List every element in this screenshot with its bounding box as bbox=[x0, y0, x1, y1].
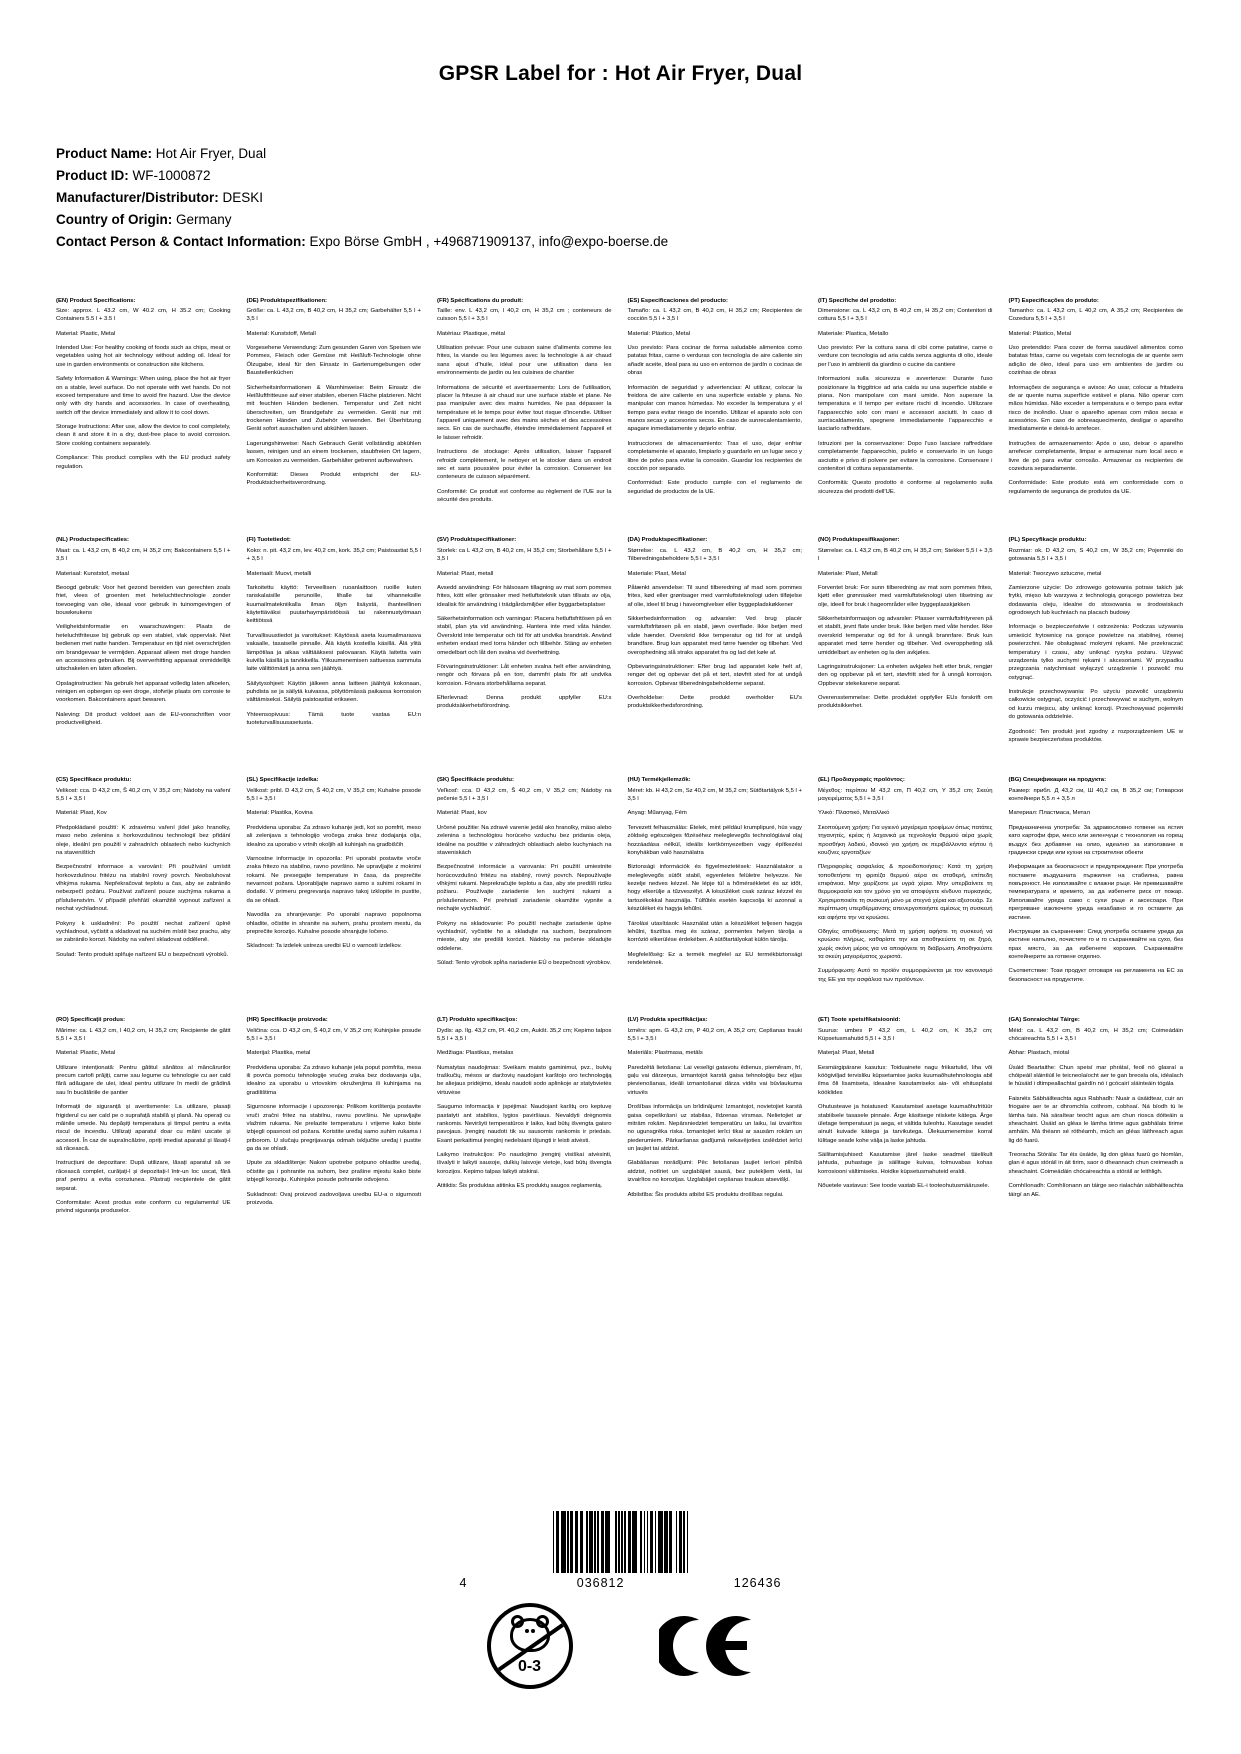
spec-paragraph: Drošības informācija un brīdinājumi: Izmantojot, novietojiet karstā gaisa cepeškrāsni uz stabilas, līdzenas virsmas. Nelietojiet ar mitrām rokām. Nepārsniedziet temperatūru un laiku, lai izvairītos no ugunsgrēka riska. Izmantojiet ierīci tikai ar sausām rokām un piederumiem. Pārkaršanas gadījumā nekavējoties izslēdziet ierīci un ļaujiet tai atdzist. bbox=[627, 1104, 802, 1153]
spec-paragraph: Informacje o bezpieczeństwie i ostrzeżenia: Podczas używania umieścić frytownicę na gorące powietrze na stabilnej, równej powierzchni. Nie obsługiwać mokrymi rękami. Nie przekraczać temperatury i czasu, aby uniknąć ryzyka pożaru. Używać urządzenia tylko suchymi rękami i akcesoriami. W przypadku przegrzania natychmiast wyłączyć urządzenie i pozwolić mu ostygnąć. bbox=[1008, 624, 1183, 681]
spec-cell bbox=[818, 536, 995, 750]
spec-paragraph: Material: Plastika, Kovina bbox=[246, 810, 313, 817]
spec-paragraph: Méid: ca. L 43,2 cm, B 40,2 cm, H 35,2 cm; Coimeádáin chócaireachta 5,5 l + 3,5 l bbox=[1008, 1027, 1183, 1042]
spec-block bbox=[247, 297, 424, 488]
spec-paragraph: Påtænkt anvendelse: Til sund tilberedning af mad som pommes frites, kød eller grøntsager med varmluftsteknologi uden tilføjelse af olie, ideel til brug i haveomgivelser eller byggepladskøkkener bbox=[627, 584, 802, 608]
spec-block bbox=[1009, 1016, 1186, 1199]
spec-block bbox=[56, 297, 233, 471]
meta-row-product-id bbox=[56, 166, 1185, 187]
spec-cell bbox=[437, 1016, 614, 1222]
spec-heading: (GA) Sonraíochtaí Táirge: bbox=[1008, 1017, 1080, 1024]
spec-paragraph: Overholdelse: Dette produkt overholder EU's produktsikkerhedsforordning. bbox=[627, 695, 802, 710]
spec-paragraph: Saugumo informacija ir įspėjimai: Naudojant karštų oro keptuvę pastatyti ant stabilios, lygios paviršiaus. Nevaldyti drėgnomis rankomis. Neviršyti temperatūros ir laiko, kad būtų išvengta gaisro pavojaus. Įrenginį naudoti tik su sausomis rankomis ir priedais. Esant perkaitimui įrenginį nedelsiant išjungti ir leisti atvėsti. bbox=[437, 1104, 612, 1144]
spec-paragraph: Tamaño: ca. L 43,2 cm, B 40,2 cm, H 35,2 cm; Recipientes de cocción 5,5 l + 3,5 l bbox=[627, 307, 802, 323]
spec-cell bbox=[56, 1016, 233, 1222]
spec-paragraph: Instrukcje przechowywania: Po użyciu pozwolić urządzeniu całkowicie ostygnąć, oczyścić i przechowywać w suchym, wolnym od kurzu miejscu, aby uniknąć korozji. Przechowywać pojemniki do gotowania oddzielnie. bbox=[1008, 689, 1183, 721]
spec-paragraph: Méret: kb. H 43,2 cm, Sz 40,2 cm, M 35,2 cm; Sütőtartályok 5,5 l + 3,5 l bbox=[627, 787, 802, 803]
spec-paragraph: Úsáid Beartaithe: Chun speisí mar phrátaí, feoil nó glasraí a chóipeáil sláintiúil le teicneolaíocht aer te gan breosla ola, idéalach le húsáid i dtimpeallachtaí gairdín nó i gcócairí sláinteáin tógála bbox=[1008, 1064, 1183, 1088]
meta-value: Germany bbox=[176, 211, 232, 227]
spec-paragraph: Conformitate: Acest produs este conform cu regulamentul UE privind siguranța produselor. bbox=[56, 1199, 231, 1215]
spec-paragraph: Größe: ca. L 43,2 cm, B 40,2 cm, H 35,2 cm; Garbehälter 5,5 l + 3,5 l bbox=[246, 307, 421, 323]
spec-block bbox=[437, 776, 614, 967]
spec-heading: (PL) Specyfikacje produktu: bbox=[1008, 537, 1087, 544]
spec-paragraph: Opbevaringsinstruktioner: Efter brug lad apparatet køle helt af, rengør det og opbevar det på et tørt, støvfrit sted for at undgå korrosion. Opbevar tilberedningsbeholderne separat. bbox=[627, 663, 802, 687]
spec-paragraph: Compliance: This product complies with the EU product safety regulation. bbox=[56, 455, 231, 470]
spec-paragraph: Uso pretendido: Para cozer de forma saudável alimentos como batatas fritas, carne ou vegetais com tecnologia de ar quente sem adição de óleo, ideal para uso em ambientes de jardim ou cozinhas de obras bbox=[1008, 345, 1183, 377]
age-restriction-label: 0-3 bbox=[517, 1658, 542, 1675]
spec-heading: (CS) Specifikace produktu: bbox=[56, 777, 132, 784]
spec-heading: (EL) Προδιαγραφές προϊόντος: bbox=[818, 777, 905, 784]
spec-paragraph: Uso previsto: Per la cottura sana di cibi come patatine, carne o verdure con tecnologia ad aria calda senza aggiunta di olio, ideale per l'uso in ambienti da giardino o cucine da cantiere bbox=[818, 345, 993, 368]
spec-paragraph: Οδηγίες αποθήκευσης: Μετά τη χρήση αφήστε τη συσκευή να κρυώσει πλήρως, καθαρίστε την και αποθηκεύστε τη σε ξηρό, χωρίς σκόνη μέρος για να αποφύγετε τη διάβρωση. Αποθηκεύστε τα σκεύη μαγειρέματος χωριστά. bbox=[818, 928, 993, 961]
spec-paragraph: Sukladnost: Ovaj proizvod zadovoljava uredbu EU-a o sigurnosti proizvoda. bbox=[246, 1191, 421, 1206]
spec-paragraph: Anyag: Műanyag, Fém bbox=[627, 810, 687, 817]
spec-heading: (ET) Toote spetsifikatsioonid: bbox=[818, 1017, 901, 1024]
meta-label: Manufacturer/Distributor: bbox=[56, 189, 219, 205]
spec-paragraph: Materiale: Plast, Metal bbox=[627, 570, 686, 577]
spec-heading: (LV) Produkta specifikācijas: bbox=[627, 1017, 708, 1024]
spec-cell bbox=[628, 1016, 805, 1222]
spec-heading: (SK) Špecifikácie produktu: bbox=[437, 777, 514, 784]
page-title: GPSR Label for : Hot Air Fryer, Dual bbox=[438, 62, 803, 85]
spec-paragraph: Предназначена употреба: За здравословно готвене на ястия като картофи фри, месо или зеленчуци с технология на горещ въздух без добавяне на олио, идеално за използване в градински среди или кухни на строителни обекти bbox=[1008, 824, 1183, 856]
spec-paragraph: Numatytas naudojimas: Sveikam maisto gaminimui, pvz., bulvių traškučių, mėsos ar daržovių naudojant karštojo oro technologiją be aliejaus pridėjimo, idealu naudoti sodo aplinkoje ar statybvietės virtuvėse bbox=[437, 1064, 612, 1096]
spec-paragraph: Tárolási utasítások: Használat után a készüléket teljesen hagyja lehűlni, tisztítsa meg és száraz, pormentes helyen tárolja a korrózió elkerülése érdekében. A sütőtartályokat külön tárolja. bbox=[627, 920, 802, 944]
language-spec-grid bbox=[56, 297, 1185, 1222]
spec-block bbox=[56, 1016, 233, 1216]
spec-paragraph: Matériau: Plastique, métal bbox=[437, 330, 506, 337]
meta-value: DESKI bbox=[222, 189, 264, 205]
spec-paragraph: Υλικό: Πλαστικό, Μεταλλικό bbox=[818, 810, 890, 817]
spec-block bbox=[437, 297, 614, 505]
spec-heading: (SL) Specifikacije izdelka: bbox=[246, 777, 319, 784]
spec-paragraph: Tervezett felhasználás: Ételek, mint például krumplipuré, hús vagy zöldség egészséges főzéséhez meleglevegős technológiával olaj hozzáadása nélkül, ideális kertkörnyezetben vagy építkezési konyhákban való használatra bbox=[627, 824, 802, 856]
spec-paragraph: Biztonsági információk és figyelmeztetések: Használatakor a meleglevegős sütőt stabil, egyenletes felületre helyezze. Ne kezelje nedves kézzel. Ne lépje túl a hőmérsékletet és az időt, hogy elkerülje a tűzveszélyt. A készüléket csak száraz kézzel és tartozékokkal használja. Túlfűtés esetén kapcsolja ki azonnal a készüléket és hagyja lehűlni. bbox=[627, 864, 802, 913]
meta-label: Country of Origin: bbox=[56, 211, 173, 227]
spec-paragraph: Materiál: Plast, kov bbox=[437, 810, 487, 817]
spec-cell bbox=[818, 297, 995, 511]
compliance-marks bbox=[441, 1603, 801, 1689]
spec-cell bbox=[56, 536, 233, 750]
spec-paragraph: Treoracha Stórála: Tar éis úsáide, lig don gléas fuarú go hiomlán, glan é agus stóráil in áit tirim, saor ó dheannach chun creimeadh a sheachaint. Coimeádáin chócaireachta a stóráil ar leithligh. bbox=[1008, 1152, 1183, 1175]
spec-cell bbox=[1009, 297, 1186, 511]
spec-paragraph: Turvallisuustiedot ja varoitukset: Käytössä aseta kuumailmarasva vakaalle, tasaiselle pinnalle. Älä käytä kosteilla käsillä. Älä ylitä lämpötilaa ja aikaa välttääksesi palovaaran. Käytä laitetta vain kuivilla käsillä ja tarvikkeilla. Ylikuumenemisen sattuessa sammuta laite välittömästi ja anna sen jäähtyä. bbox=[246, 632, 421, 673]
spec-paragraph: Materiale: Plast, Metall bbox=[818, 570, 878, 577]
not-for-children-under-3-icon bbox=[487, 1603, 573, 1689]
spec-paragraph: Size: approx. L 43.2 cm, W 40.2 cm, H 35.2 cm; Cooking Containers 5.5 l + 3.5 l bbox=[56, 307, 231, 323]
spec-cell bbox=[1009, 776, 1186, 990]
meta-row-manufacturer bbox=[56, 188, 1185, 209]
barcode-group-2: 126436 bbox=[733, 1576, 782, 1590]
spec-paragraph: Předpokládané použití: K zdravému vaření jídel jako hranolky, maso nebo zelenina s horkovzdušnou technologií bez přidání oleje, ideální pro použití v zahradních oblastech nebo kuchyních na staveništích bbox=[56, 824, 231, 856]
spec-paragraph: Zamierzone użycie: Do zdrowego gotowania potraw takich jak frytki, mięso lub warzywa z technologią gorącego powietrza bez dodawania oleju, idealne do stosowania w środowiskach ogrodowych lub kuchniach na placach budowy bbox=[1008, 584, 1183, 617]
spec-paragraph: Istruzioni per la conservazione: Dopo l'uso lasciare raffreddare completamente l'apparecchio, pulirlo e conservarlo in un luogo asciutto e privo di polvere per evitare la corrosione. Conservare i contenitori di cottura separatamente. bbox=[818, 440, 993, 472]
spec-paragraph: Συμμόρφωση: Αυτό το προϊόν συμμορφώνεται με τον κανονισμό της ΕΕ για την ασφάλεια των προϊόντων. bbox=[818, 968, 993, 983]
spec-paragraph: Suurus: umbes P 43,2 cm, L 40,2 cm, K 35,2 cm; Küpsetusmahutid 5,5 l + 3,5 l bbox=[818, 1027, 993, 1042]
spec-block bbox=[56, 536, 233, 727]
spec-paragraph: Ohutusteave ja hoiatused: Kasutamisel asetage kuumaõhufritüür stabiilsele tasasele pinnale. Ärge käsitsege niiskete kätega. Ärge ületage temperatuuri ja aega, et vältida tuleohtu. Kasutage seadet ainult kuivade kätega ja tarvikutega. Ülekuumenemise korral lülitage seade kohe välja ja laske jahtuda. bbox=[818, 1104, 993, 1144]
spec-paragraph: Säilitamisjuhised: Kasutamise järel laske seadmel täielikult jahtuda, puhastage ja säilitage kuivas, tolmuvabas kohas korrosiooni vältimiseks. Hoidke küpsetusmahuteid eraldi. bbox=[818, 1152, 993, 1175]
spec-paragraph: Velikost: pribl. D 43,2 cm, Š 40,2 cm, V 35,2 cm; Kuhalne posode 5,5 l + 3,5 l bbox=[246, 787, 421, 803]
spec-paragraph: Nõuetele vastavus: See toode vastab EL-i tooteohutusmäärusele. bbox=[818, 1183, 990, 1190]
spec-cell bbox=[628, 297, 805, 511]
spec-heading: (NO) Produktspesifikasjoner: bbox=[818, 537, 900, 544]
spec-paragraph: Uso previsto: Para cocinar de forma saludable alimentos como patatas fritas, carne o verduras con tecnología de aire caliente sin añadir aceite, ideal para su uso en entornos de jardín o cocinas de obras bbox=[627, 345, 802, 377]
spec-paragraph: Conformidad: Este producto cumple con el reglamento de seguridad de productos de la UE. bbox=[627, 480, 802, 495]
spec-cell bbox=[628, 776, 805, 990]
spec-block bbox=[628, 1016, 805, 1199]
spec-paragraph: Skladnost: Ta izdelek ustreza uredbi EU o varnosti izdelkov. bbox=[246, 943, 402, 950]
spec-cell bbox=[1009, 1016, 1186, 1222]
spec-heading: (FI) Tuotetiedot: bbox=[246, 537, 291, 544]
spec-paragraph: Safety Information & Warnings: When using, place the hot air fryer on a stable, level surface. Do not operate with wet hands. Do not exceed temperature and time to avoid fire hazard. Use the device only with dry hands and accessories. In case of overheating, switch off the device immediately and allow it to cool down. bbox=[56, 376, 231, 416]
spec-heading: (HR) Specifikacije proizvoda: bbox=[246, 1017, 328, 1024]
spec-paragraph: Faisnéis Sábháilteachta agus Rabhadh: Nuair a úsáidtear, cuir an friogaire aer te ar dhromchla cothrom, cobhsaí. Ná bíodh tú le lámha tais. Ná sáraítear teocht agus am chun riosca dóiteáin a sheachaint. Úsáid an gléas le lámha tirime agus gabhálais tirime amháin. Má théann sé róthéamh, múch an gléas láithreach agus lig dó fuarú. bbox=[1008, 1095, 1183, 1144]
spec-paragraph: Megfelelőség: Ez a termék megfelel az EU termékbiztonsági rendeletének. bbox=[627, 951, 802, 967]
barcode-bars bbox=[456, 1511, 786, 1573]
spec-heading: (BG) Спецификации на продукта: bbox=[1008, 777, 1107, 784]
spec-paragraph: Materijal: Plastika, metal bbox=[246, 1050, 311, 1057]
ce-mark-icon bbox=[659, 1615, 755, 1677]
spec-paragraph: Størrelse: ca. L 43,2 cm, B 40,2 cm, H 35,2 cm; Stekker 5,5 l + 3,5 l bbox=[818, 547, 993, 563]
spec-heading: (FR) Spécifications du produit: bbox=[437, 297, 524, 304]
spec-paragraph: Velikost: cca. D 43,2 cm, Š 40,2 cm, V 35,2 cm; Nádoby na vaření 5,5 l + 3,5 l bbox=[56, 787, 231, 803]
spec-paragraph: Tarkoitettu käyttö: Terveellisen ruoanlaittoon ruoille kuten ranskalaisille perunoille, lihalle tai vihanneksille kuumailmatekniikalla ilman öljyn lisäystä, ihanteellinen käytettäväksi puutarhaympäristöissä tai rakennustyömaan keittiöissä bbox=[246, 584, 421, 625]
spec-heading: (RO) Specificații produs: bbox=[56, 1017, 126, 1024]
spec-paragraph: Материал: Пластмаса, Метал bbox=[1008, 810, 1090, 817]
spec-paragraph: Sigurnosne informacije i upozorenja: Prilikom korištenja postavite vruči zračni fritez na stabilnu, ravnu površinu. Ne upravljajte vlažnim rukama. Ne prelazite temperaturu i vrijeme kako biste izbjegli opasnost od požara. Koristite uređaj samo suhim rukama i priborom. U slučaju pregrijavanja odmah isključite uređaj i pustite ga da se ohladi. bbox=[246, 1104, 421, 1153]
spec-paragraph: Rozmiar: ok. D 43,2 cm, S 40,2 cm, W 35,2 cm; Pojemniki do gotowania 5,5 l + 3,5 l bbox=[1008, 547, 1183, 563]
spec-block bbox=[1009, 536, 1186, 744]
spec-cell bbox=[247, 1016, 424, 1222]
spec-paragraph: Comhlíonadh: Comhlíonann an táirge seo rialachán sábháilteachta táirgí an AE. bbox=[1008, 1183, 1183, 1198]
spec-cell bbox=[437, 536, 614, 750]
spec-paragraph: Materiał: Tworzywo sztuczne, metal bbox=[1008, 570, 1102, 577]
spec-paragraph: Materiale: Plastica, Metallo bbox=[818, 330, 889, 337]
spec-paragraph: Storlek: ca L 43,2 cm, B 40,2 cm, H 35,2 cm; Storbehållare 5,5 l + 3,5 l bbox=[437, 547, 612, 563]
spec-paragraph: Paredzētā lietošana: Lai veselīgi gatavotu ēdienus, piemēram, frī, gaļu vai dārzeņus, izmantojot karstā gaisa tehnoloģiju bez eļļas pievienošanas, ideāli izmantošanai dārza vidēs vai būvlaukuma virtuvēs bbox=[627, 1064, 802, 1096]
spec-paragraph: Lagerungshinweise: Nach Gebrauch Gerät vollständig abkühlen lassen, reinigen und an einem trockenen, staubfreien Ort lagern, um Korrosion zu vermeiden. Garbehälter getrennt aufbewahren. bbox=[246, 440, 421, 464]
spec-cell bbox=[818, 1016, 995, 1222]
spec-paragraph: Materiaal: Kunststof, metaal bbox=[56, 570, 130, 577]
spec-paragraph: Bezpečnostné informácie a varovania: Pri použití umiestnite horúcovzdušnú fritézu na stabilný, rovný povrch. Nepoužívajte vlhkými rukami. Neprekračujte teplotu a čas, aby ste predišli riziku požiaru. Používajte zariadenie len suchými rukami a príslušenstvom. Pri prehriatí zariadenie okamžite vypnite a nechajte vychladnúť. bbox=[437, 864, 612, 913]
spec-paragraph: Glabāšanas norādījumi: Pēc lietošanas ļaujiet ierīcei pilnībā atdzist, notīriet un uzglabājiet sausā, bez putekļiem vietā, lai izvairītos no korozijas. Uzglabājiet cepšanas traukus atsevišķi. bbox=[627, 1160, 802, 1184]
meta-label: Product ID: bbox=[56, 167, 129, 183]
spec-block bbox=[818, 776, 995, 984]
spec-paragraph: Instrucțiuni de depozitare: După utilizare, lăsați aparatul să se răcească complet, curățați-l și depozitați-l într-un loc uscat, fără praf pentru a evita coroziunea. Păstrați recipientele de gătit separat. bbox=[56, 1160, 231, 1192]
spec-cell bbox=[247, 536, 424, 750]
meta-row-contact bbox=[56, 232, 1185, 253]
spec-block bbox=[818, 1016, 995, 1190]
spec-paragraph: Vorgesehene Verwendung: Zum gesunden Garen von Speisen wie Pommes, Fleisch oder Gemüse mit Heißluft-Technologie ohne Ölzugabe, ideal für den Einsatz in Gartenumgebungen oder Baustellenküchen bbox=[246, 345, 421, 377]
spec-cell bbox=[437, 297, 614, 511]
spec-block bbox=[247, 536, 424, 727]
spec-block bbox=[56, 776, 233, 959]
spec-paragraph: Material: Kunststoff, Metall bbox=[246, 330, 316, 337]
meta-label: Product Name: bbox=[56, 146, 153, 161]
spec-paragraph: Pokyny k uskladnění: Po použití nechat zařízení úplně vychladnout, vyčistit a skladovat na suchém místě bez prachu, aby se zabránilo korozi. Nádoby na vaření skladovat odděleně. bbox=[56, 920, 231, 944]
spec-paragraph: Pokyny na skladovanie: Po použití nechajte zariadenie úplne vychladnúť, vyčistite ho a skladujte na suchom, bezprašnom mieste, aby ste predišli korózii. Nádoby na pečenie skladujte oddelene. bbox=[437, 920, 612, 952]
spec-block bbox=[628, 536, 805, 710]
spec-paragraph: Soulad: Tento produkt splňuje nařízení EU o bezpečnosti výrobků. bbox=[56, 951, 229, 958]
spec-paragraph: Predvidena uporaba: Za zdravo kuhanje jedi, kot so pomfrit, meso ali zelenjava s tehnologijo vročega zraka brez dodajanja olja, idealno za uporabo v vrtnih okoljih ali kuhinjah na gradbiščih bbox=[246, 824, 421, 848]
spec-block bbox=[818, 536, 995, 710]
spec-paragraph: Súlad: Tento výrobok spĺňa nariadenie EÚ o bezpečnosti výrobkov. bbox=[437, 960, 611, 967]
spec-paragraph: Veličina: cca. D 43,2 cm, Š 40,2 cm, V 35,2 cm; Kuhinjske posude 5,5 l + 3,5 l bbox=[246, 1027, 421, 1042]
spec-paragraph: Ábhar: Plastach, miotal bbox=[1008, 1050, 1070, 1057]
spec-heading: (SV) Produktspecifikationer: bbox=[437, 537, 517, 544]
spec-paragraph: Materiál: Plast, Kov bbox=[56, 810, 107, 817]
barcode-group-1: 036812 bbox=[576, 1576, 625, 1590]
spec-block bbox=[628, 297, 805, 497]
spec-paragraph: Σκοπούμενη χρήση: Για υγιεινό μαγείρεμα τροφίμων όπως πατάτες τηγανητές, κρέας ή λαχανικά με τεχνολογία θερμού αέρα χωρίς προσθήκη λαδιού, ιδανικό για χρήση σε περιβάλλοντα κήπου ή κουζίνες εργοταξίων bbox=[818, 824, 993, 856]
spec-block bbox=[437, 1016, 614, 1190]
spec-heading: (NL) Productspecificaties: bbox=[56, 537, 129, 544]
spec-paragraph: Tamanho: ca. L 43,2 cm, L 40,2 cm, A 35,2 cm; Recipientes de Cozedura 5,5 l + 3,5 l bbox=[1008, 307, 1183, 323]
spec-paragraph: Dydis: ap. Ilg. 43,2 cm, Pl. 40,2 cm, Aukšt. 35,2 cm; Kepimo talpos 5,5 l + 3,5 l bbox=[437, 1027, 612, 1042]
spec-paragraph: Förvaringsinstruktioner: Låt enheten svalna helt efter användning, rengör och förvara på en torr, dammfri plats för att undvika korrosion. Förvara storbehållarna separat. bbox=[437, 663, 612, 687]
barcode-digits bbox=[456, 1576, 786, 1590]
spec-paragraph: Taille: env. L 43,2 cm, l 40,2 cm, H 35,2 cm ; conteneurs de cuisson 5,5 l + 3,5 l bbox=[437, 307, 612, 323]
spec-paragraph: Съответствие: Този продукт отговаря на регламента на ЕС за безопасност на продуктите. bbox=[1008, 968, 1183, 983]
spec-cell bbox=[1009, 536, 1186, 750]
spec-paragraph: Beoogd gebruik: Voor het gezond bereiden van gerechten zoals friet, vlees of groenten met heteluchttechnologie zonder toevoeging van olie, ideaal voor gebruik in tuinomgevingen of bouwkeukens bbox=[56, 584, 231, 617]
meta-value: WF-1000872 bbox=[132, 167, 211, 183]
spec-paragraph: Maat: ca. L 43,2 cm, B 40,2 cm, H 35,2 cm; Bakcontainers 5,5 l + 3,5 l bbox=[56, 547, 231, 563]
spec-paragraph: Intended Use: For healthy cooking of foods such as chips, meat or vegetables using hot air technology without adding oil. Ideal for use in garden environments or construction site kitchens. bbox=[56, 345, 231, 368]
meta-row-country bbox=[56, 210, 1185, 231]
spec-heading: (DA) Produktspecifikationer: bbox=[627, 537, 708, 544]
spec-heading: (ES) Especificaciones del producto: bbox=[627, 297, 728, 304]
spec-heading: (EN) Product Specifications: bbox=[56, 297, 136, 304]
spec-cell bbox=[247, 776, 424, 990]
spec-paragraph: Lagringsinstruksjoner: La enheten avkjøles helt etter bruk, rengjør den og oppbevar på et tørt, støvfritt sted for å unngå korrosjon. Oppbevar stekekarene separat. bbox=[818, 663, 993, 687]
spec-paragraph: Material: Plástico, Metal bbox=[1008, 330, 1072, 337]
spec-paragraph: Predviđena uporaba: Za zdravo kuhanje jela poput pomfrita, mesa ili povrća pomoću tehnologije vrućeg zraka bez dodavanja ulja, idealno za uporabu u vrtovskim okruženjima ili kuhinjama na gradilištima bbox=[246, 1064, 421, 1096]
spec-paragraph: Opslaginstructies: Na gebruik het apparaat volledig laten afkoelen, reinigen en opbergen op een droge, stofvrije plaats om corrosie te voorkomen. Bakcontainers apart bewaren. bbox=[56, 680, 231, 704]
spec-paragraph: Utilizare intenționată: Pentru gătitul sănătos al mâncărurilor precum cartofi prăjiți, carne sau legume cu tehnologie cu aer cald fără adăugare de ulei, ideal pentru utilizare în medii de grădină sau în bucătăriile de șantier bbox=[56, 1064, 231, 1096]
spec-paragraph: Efterlevnad: Denna produkt uppfyller EU:s produktsäkerhetsförordning. bbox=[437, 695, 612, 710]
spec-paragraph: Инструкции за съхранение: След употреба оставете уреда да изстине напълно, почистете го и го съхранявайте на сухо, без прах място, за да избегнете корозия. Съхранявайте контейнерите за готвене отделно. bbox=[1008, 928, 1183, 961]
spec-paragraph: Säkerhetsinformation och varningar: Placera hetluftsfritösen på en stabil, plan yta vid användning. Hantera inte med våta händer. Överskrid inte temperatur och tid för att undvika brandrisk. Använd enheten endast med torra händer och tillbehör. Stäng av enheten omedelbart och låt den svalna vid överhettning. bbox=[437, 616, 612, 656]
spec-cell bbox=[628, 536, 805, 750]
spec-paragraph: Utilisation prévue: Pour une cuisson saine d'aliments comme les frites, la viande ou les légumes avec la technologie à air chaud sans ajout d'huile, idéal pour une utilisation dans les environnements de jardin ou les cuisines de chantier bbox=[437, 345, 612, 377]
spec-paragraph: Yhteensopivuus: Tämä tuote vastaa EU:n tuoteturvallisuusasetusta. bbox=[246, 711, 421, 727]
spec-paragraph: Avsedd användning: För hälsosam tillagning av mat som pommes frites, kött eller grönsaker med hetluftsteknik utan tillsats av olja, idealisk för användning i trädgårdsmiljöer eller byggarbetsplatser bbox=[437, 584, 612, 608]
spec-paragraph: Informações de segurança e avisos: Ao usar, colocar a fritadeira de ar quente numa superfície estável e plana. Não operar com mãos húmidas. Não exceder a temperatura e o tempo para evitar risco de incêndio. Usar o aparelho apenas com mãos secas e acessórios. Em caso de sobreaquecimento, desligar o aparelho imediatamente e deixá-lo arrefecer. bbox=[1008, 384, 1183, 433]
spec-paragraph: Material: Plastic, Metal bbox=[56, 330, 116, 337]
spec-paragraph: Instrucciones de almacenamiento: Tras el uso, dejar enfriar completamente el aparato, limpiarlo y guardarlo en un lugar seco y libre de polvo para evitar la corrosión. Guardar los recipientes de cocción por separado. bbox=[627, 440, 802, 472]
spec-block bbox=[628, 776, 805, 967]
spec-paragraph: Instruções de armazenamento: Após o uso, deixar o aparelho arrefecer completamente, limpar e armazenar num local seco e livre de pó para evitar corrosão. Armazenar os recipientes de cozedura separadamente. bbox=[1008, 440, 1183, 472]
spec-cell bbox=[247, 297, 424, 511]
spec-paragraph: Eesmärgipärane kasutus: Toiduainete nagu friikartulid, liha või köögiviljad tervisliku küpsetamise jaoks kuumaõhutehnoloogia abil ilma õli lisamiseta, ideaalne kasutamiseks aia- või ehitusplatsi kööklides bbox=[818, 1064, 993, 1096]
spec-paragraph: Veiligheidsinformatie en waarschuwingen: Plaats de heteluchtfriteuse bij gebruik op een stabiel, vlak oppervlak. Niet bedienen met natte handen. Temperatuur en tijd niet overschrijden om brandgevaar te vermijden. Apparaat alleen met droge handen en accessoires gebruiken. Bij oververhitting apparaat onmiddellijk uitschakelen en laten afkoelen. bbox=[56, 624, 231, 673]
spec-paragraph: Säilytysohjeet: Käytön jälkeen anna laitteen jäähtyä kokonaan, puhdista se ja säilytä kuivassa, pölyttömässä paikassa korroosion välttämiseksi. Säilytä paistoastiat erikseen. bbox=[246, 680, 421, 704]
spec-paragraph: Dimensione: ca. L 43,2 cm, B 40,2 cm, H 35,2 cm; Contenitori di cottura 5,5 l + 3,5 l bbox=[818, 307, 993, 323]
spec-heading: (LT) Produkto specifikacijos: bbox=[437, 1017, 518, 1024]
spec-paragraph: Veľkosť: cca. D 43,2 cm, Š 40,2 cm, V 35,2 cm; Nádoby na pečenie 5,5 l + 3,5 l bbox=[437, 787, 612, 803]
spec-paragraph: Upute za skladištenje: Nakon upotrebe potpuno ohladite uređaj, očistite ga i pohranite na suhom, bez prašine mjestu kako biste izbjegli koroziju. Kuhinjske posude pohranite odvojeno. bbox=[246, 1160, 421, 1184]
spec-paragraph: Overensstemmelse: Dette produktet oppfyller EUs forskrift om produktsikkerhet. bbox=[818, 695, 993, 710]
spec-paragraph: Информация за безопасност и предупреждения: При употреба поставете въздушната пържилня на стабилна, равна повърхност. Не използвайте с влажни ръце. Не превишавайте температурата и времето, за да избегнете риск от пожар. Използвайте уреда само с сухи ръце и аксесоари. При прегряване изключете уреда незабавно и го оставете да изстине. bbox=[1008, 864, 1183, 921]
spec-paragraph: Navodila za shranjevanje: Po uporabi napravo popolnoma ohladite, očistite in shranite na suhem, prahu prostem mestu, da preprečite korozijo. Kuhalne posode shranjujte ločeno. bbox=[246, 912, 421, 935]
spec-paragraph: Laikymo instrukcijos: Po naudojimo įrenginį visiškai atvėsinti, išvalyti ir laikyti sausoje, dulkių laisvoje vietoje, kad būtų išvengta korozijos. Kepimo talpas laikyti atskirai. bbox=[437, 1152, 612, 1175]
spec-cell bbox=[56, 776, 233, 990]
spec-paragraph: Conformità: Questo prodotto è conforme al regolamento sulla sicurezza dei prodotti dell'UE. bbox=[818, 480, 993, 495]
spec-paragraph: Material: Plastic, Metal bbox=[56, 1050, 116, 1057]
spec-cell bbox=[818, 776, 995, 990]
spec-paragraph: Instructions de stockage: Après utilisation, laisser l'appareil refroidir complètement, le nettoyer et le stocker dans un endroit sec et sans poussière pour éviter la corrosion. Conserver les conteneurs de cuisson séparément. bbox=[437, 449, 612, 481]
product-meta bbox=[56, 144, 1185, 253]
spec-block bbox=[1009, 776, 1186, 984]
spec-heading: (PT) Especificações do produto: bbox=[1008, 297, 1099, 304]
spec-paragraph: Atbilstība: Šis produkts atbilst ES produktu drošības regulai. bbox=[627, 1191, 784, 1198]
spec-paragraph: Storage Instructions: After use, allow the device to cool completely, clean it and store it in a dry, dust-free place to avoid corrosion. Store cooking containers separately. bbox=[56, 424, 231, 447]
spec-paragraph: Informations de sécurité et avertissements: Lors de l'utilisation, placer la friteuse à air chaud sur une surface stable et plane. Ne pas manipuler avec des mains humides. Ne pas dépasser la température et le temps pour éviter tout risque d'incendie. Utiliser l'appareil uniquement avec des mains sèches et des accessoires secs. En cas de surchauffe, éteindre immédiatement l'appareil et le laisser refroidir. bbox=[437, 384, 612, 441]
meta-value: Hot Air Fryer, Dual bbox=[155, 146, 267, 161]
spec-paragraph: Μέγεθος: περίπου Μ 43,2 cm, Π 40,2 cm, Υ 35,2 cm; Σκεύη μαγειρέματος 5,5 l + 3,5 l bbox=[818, 787, 993, 803]
spec-paragraph: Sikkerhetsinformasjon og advarsler: Plasser varmluftsfrityreren på et stabilt, jevnt flate under bruk. Ikke betjen med våte hender. Ikke overskrid temperatur og tid for å unngå brannfare. Bruk kun apparatet med tørre hender og tilbehør. Ved overoppheting slå umiddelbart av enheten og la den avkjøles. bbox=[818, 616, 993, 656]
spec-paragraph: Sikkerhedsinformation og advarsler: Ved brug placér varmluftsfritøsen på en stabil, jævn overflade. Ikke betjen med våde hænder. Overskrid ikke temperatur og tid for at undgå brandfare. Brug kun apparatet med tørre hænder og tilbehør. Ved overophedning slå straks apparatet fra og lad det køle af. bbox=[627, 616, 802, 656]
spec-paragraph: Material: Plástico, Metal bbox=[627, 330, 691, 337]
spec-paragraph: Mărime: ca. L 43,2 cm, l 40,2 cm, H 35,2 cm; Recipiente de gătit 5,5 l + 3,5 l bbox=[56, 1027, 231, 1042]
spec-paragraph: Atitiktis: Šis produktas atitinka ES produktų saugos reglamentą. bbox=[437, 1183, 603, 1190]
spec-paragraph: Konformität: Dieses Produkt entspricht der EU-Produktsicherheitsverordnung. bbox=[246, 471, 421, 487]
spec-paragraph: Bezpečnostní informace a varování: Při používání umístit horkovzdušnou fritézu na stabilní rovný povrch. Neobsluhovat vlhkýma rukama. Nepřekračovat teplotu a čas, aby se zabránilo nebezpečí požáru. Používat zařízení pouze suchýma rukama a příslušenstvím. V případě přehřátí okamžitě vypnout zařízení a nechat vychladnout. bbox=[56, 864, 231, 913]
spec-paragraph: Forventet bruk: For sunn tilberedning av mat som pommes frites, kjøtt eller grønnsaker med varmluftsteknologi uten tilsetning av olje, ideell for bruk i hageområder eller byggeplasskjøkken bbox=[818, 584, 993, 608]
spec-paragraph: Materjal: Plast, Metall bbox=[818, 1050, 875, 1057]
meta-row-product-name bbox=[56, 144, 1185, 165]
spec-block bbox=[247, 1016, 424, 1207]
spec-paragraph: Zgodność: Ten produkt jest zgodny z rozporządzeniem UE w sprawie bezpieczeństwa produktów. bbox=[1008, 728, 1183, 743]
spec-paragraph: Varnostne informacije in opozorila: Pri uporabi postavite vroče zraka fritezo na stabilno, ravno površino. Ne upravljajte z mokrimi rokami. Ne presegajte temperature in časa, da preprečite nevarnost požara. Uporabljajte napravo samo s suhimi rokami in dodatki. V primeru pregrevanja napravo takoj izklopite in pustite, da se ohladi. bbox=[246, 855, 421, 904]
barcode bbox=[456, 1511, 786, 1590]
spec-paragraph: Materiāls: Plastmasa, metāls bbox=[627, 1050, 703, 1057]
spec-paragraph: Izmērs: apm. G 43,2 cm, P 40,2 cm, A 35,2 cm; Cepšanas trauki 5,5 l + 3,5 l bbox=[627, 1027, 802, 1042]
spec-paragraph: Πληροφορίες ασφαλείας & προειδοποιήσεις: Κατά τη χρήση τοποθετήστε τη φριτέζα θερμού αέρα σε σταθερή, επίπεδη επιφάνεια. Μην χειρίζεστε με υγρά χέρια. Μην υπερβαίνετε τη θερμοκρασία και τον χρόνο για να αποφύγετε κίνδυνο πυρκαγιάς. Χρησιμοποιείτε τη συσκευή μόνο με στεγνά χέρια και αξεσουάρ. Σε περίπτωση υπερθέρμανσης απενεργοποιήστε αμέσως τη συσκευή και αφήστε την να κρυώσει. bbox=[818, 864, 993, 921]
spec-block bbox=[818, 297, 995, 497]
meta-label: Contact Person & Contact Information: bbox=[56, 233, 306, 249]
spec-heading: (HU) Termékjellemzők: bbox=[627, 777, 691, 784]
spec-paragraph: Conformidade: Este produto está em conformidade com o regulamento de segurança de produtos da UE. bbox=[1008, 480, 1183, 495]
spec-paragraph: Conformité: Ce produit est conforme au règlement de l'UE sur la sécurité des produits. bbox=[437, 488, 612, 504]
spec-paragraph: Informazioni sulla sicurezza e avvertenze: Durante l'uso posizionare la friggitrice ad aria calda su una superficie stabile e piana. Non manipolare con mani umide. Non superare la temperatura e il tempo per evitare rischi di incendio. Utilizzare l'apparecchio solo con mani e accessori asciutti. In caso di surriscaldamento, spegnere immediatamente l'apparecchio e lasciarlo raffreddare. bbox=[818, 376, 993, 433]
spec-paragraph: Размер: прибл. Д 43,2 см, Ш 40,2 см, В 35,2 см; Готварски контейнери 5,5 л + 3,5 л bbox=[1008, 787, 1183, 803]
meta-value: Expo Börse GmbH , +496871909137, info@expo-boerse.de bbox=[309, 233, 669, 249]
label-footer bbox=[0, 1511, 1241, 1726]
spec-paragraph: Naleving: Dit product voldoet aan de EU-voorschriften voor productveiligheid. bbox=[56, 711, 231, 727]
spec-block bbox=[437, 536, 614, 710]
spec-paragraph: Informații de siguranță și avertismente: La utilizare, plasați frigiderul cu aer cald pe o suprafață stabilă și plană. Nu operați cu mâinile umede. Nu depășiți temperatura și timpul pentru a evita riscul de incendiu. Utilizați aparatul doar cu mâini uscate și accesorii. În caz de supraîncălzire, opriți imediat aparatul și lăsați-l să răcească. bbox=[56, 1104, 231, 1153]
spec-heading: (DE) Produktspezifikationen: bbox=[246, 297, 328, 304]
spec-cell bbox=[56, 297, 233, 511]
spec-paragraph: Material: Plast, metall bbox=[437, 570, 494, 577]
spec-cell bbox=[437, 776, 614, 990]
spec-paragraph: Medžiaga: Plastikas, metalas bbox=[437, 1050, 514, 1057]
barcode-left-digit: 4 bbox=[459, 1576, 468, 1590]
spec-paragraph: Información de seguridad y advertencias: Al utilizar, colocar la freidora de aire caliente en una superficie estable y plana. No manipular con manos húmedas. No exceder la temperatura y el tiempo para evitar riesgo de incendio. Utilizar el aparato solo con manos secas y accesorios secos. En caso de sunrecalentamiento, apagare inmediatamente y dejarlo enfriar. bbox=[627, 384, 802, 433]
spec-heading: (IT) Specifiche del prodotto: bbox=[818, 297, 897, 304]
spec-block bbox=[1009, 297, 1186, 497]
spec-paragraph: Materiaali: Muovi, metalli bbox=[246, 570, 312, 577]
spec-paragraph: Koko: n. pit. 43,2 cm, lev. 40,2 cm, kork. 35,2 cm; Paistoastiat 5,5 l + 3,5 l bbox=[246, 547, 421, 563]
spec-paragraph: Sicherheitsinformationen & Warnhinweise: Beim Einsatz die Heißluftfritteuse auf einer stabilen, ebenen Fläche platzieren. Nicht mit feuchten Händen bedienen. Temperatur und Zeit nicht überschreiten, um Brandgefahr zu vermeiden. Gerät nur mit trockenen Händen und Zubehör verwenden. Bei Überhitzung Gerät sofort ausschalten und abkühlen lassen. bbox=[246, 384, 421, 433]
spec-paragraph: Určené použitie: Na zdravé varenie jedál ako hranolky, mäso alebo zelenina s technológiou horúceho vzduchu bez pridania oleja, ideálne na použitie v záhradných oblastiach alebo kuchyniach na staveniskách bbox=[437, 824, 612, 856]
spec-block bbox=[247, 776, 424, 950]
spec-paragraph: Størrelse: ca. L 43,2 cm, B 40,2 cm, H 35,2 cm; Tilberedningsbeholdere 5,5 l + 3,5 l bbox=[627, 547, 802, 563]
